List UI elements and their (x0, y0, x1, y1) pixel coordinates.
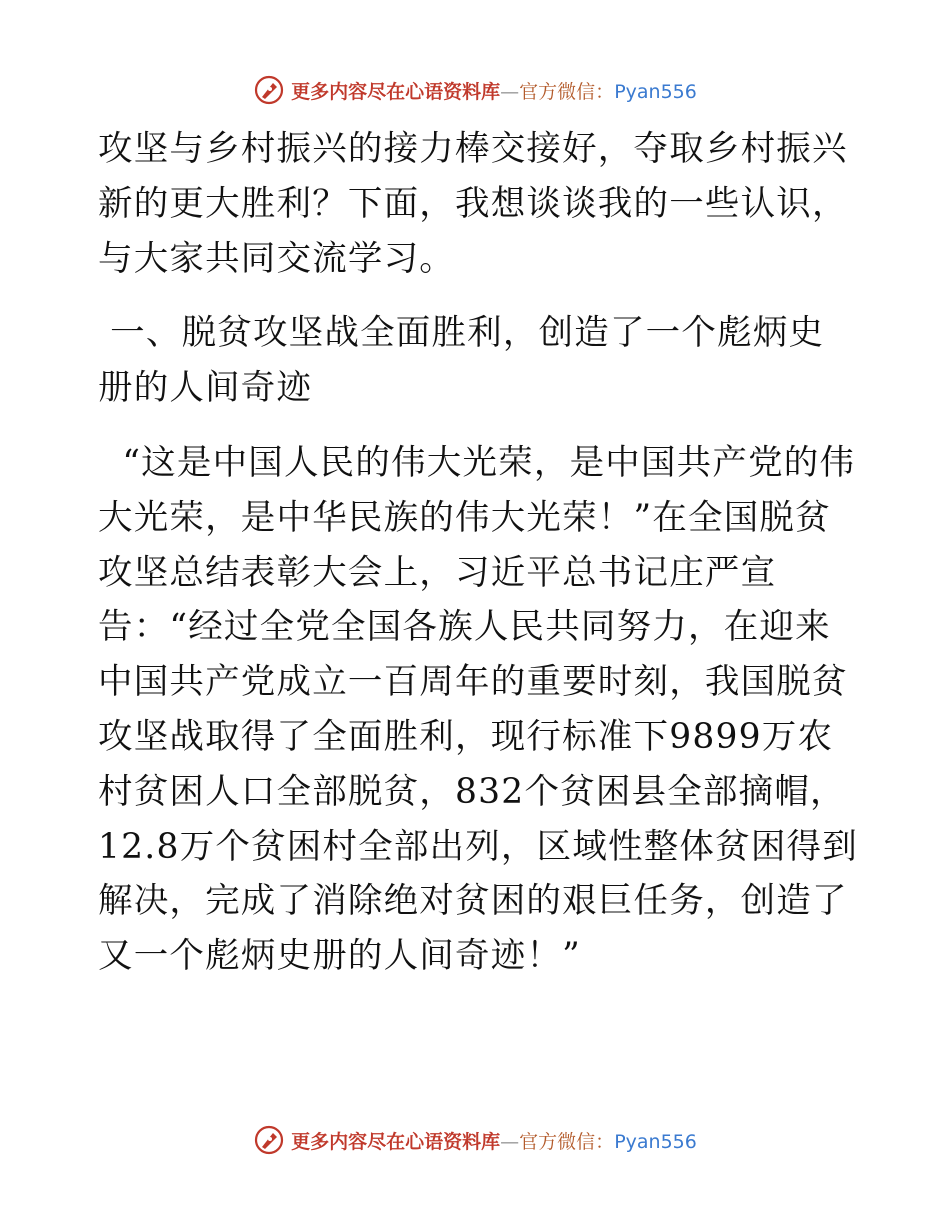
pen-nib-logo-icon (253, 1124, 285, 1156)
footer-library-name: 更多内容尽在心语资料库 (291, 1130, 501, 1153)
section-heading-1: 一、脱贫攻坚战全面胜利，创造了一个彪炳史册的人间奇迹 (98, 313, 825, 409)
header-library-name: 更多内容尽在心语资料库 (291, 80, 501, 103)
footer-banner (0, 1120, 950, 1160)
footer-separator: — (500, 1130, 520, 1153)
footer-wechat-label: 官方微信： (519, 1130, 615, 1153)
document-body (98, 122, 858, 984)
header-banner-text (291, 77, 697, 104)
header-wechat-id: Pyan556 (614, 80, 697, 103)
header-wechat-label: 官方微信： (519, 80, 615, 103)
header-separator: — (500, 80, 520, 103)
header-banner (0, 70, 950, 110)
body-paragraph-1: 攻坚与乡村振兴的接力棒交接好，夺取乡村振兴新的更大胜利？下面，我想谈谈我的一些认识，与大家共同交流学习。 (98, 129, 848, 279)
footer-banner-text (291, 1127, 697, 1154)
body-paragraph-2: “这是中国人民的伟大光荣，是中国共产党的伟大光荣，是中华民族的伟大光荣！”在全国脱贫攻坚总结表彰大会上，习近平总书记庄严宣告：“经过全党全国各族人民共同努力，在迎来中国共产党成立一百周年的重要时刻，我国脱贫攻坚战取得了全面胜利，现行标准下9899万农村贫困人口全部脱贫，832个贫困县全部摘帽，12.8万个贫困村全部出列，区域性整体贫困得到解决，完成了消除绝对贫困的艰巨任务，创造了又一个彪炳史册的人间奇迹！” (98, 442, 858, 977)
pen-nib-logo-icon (253, 74, 285, 106)
footer-wechat-id: Pyan556 (614, 1130, 697, 1153)
